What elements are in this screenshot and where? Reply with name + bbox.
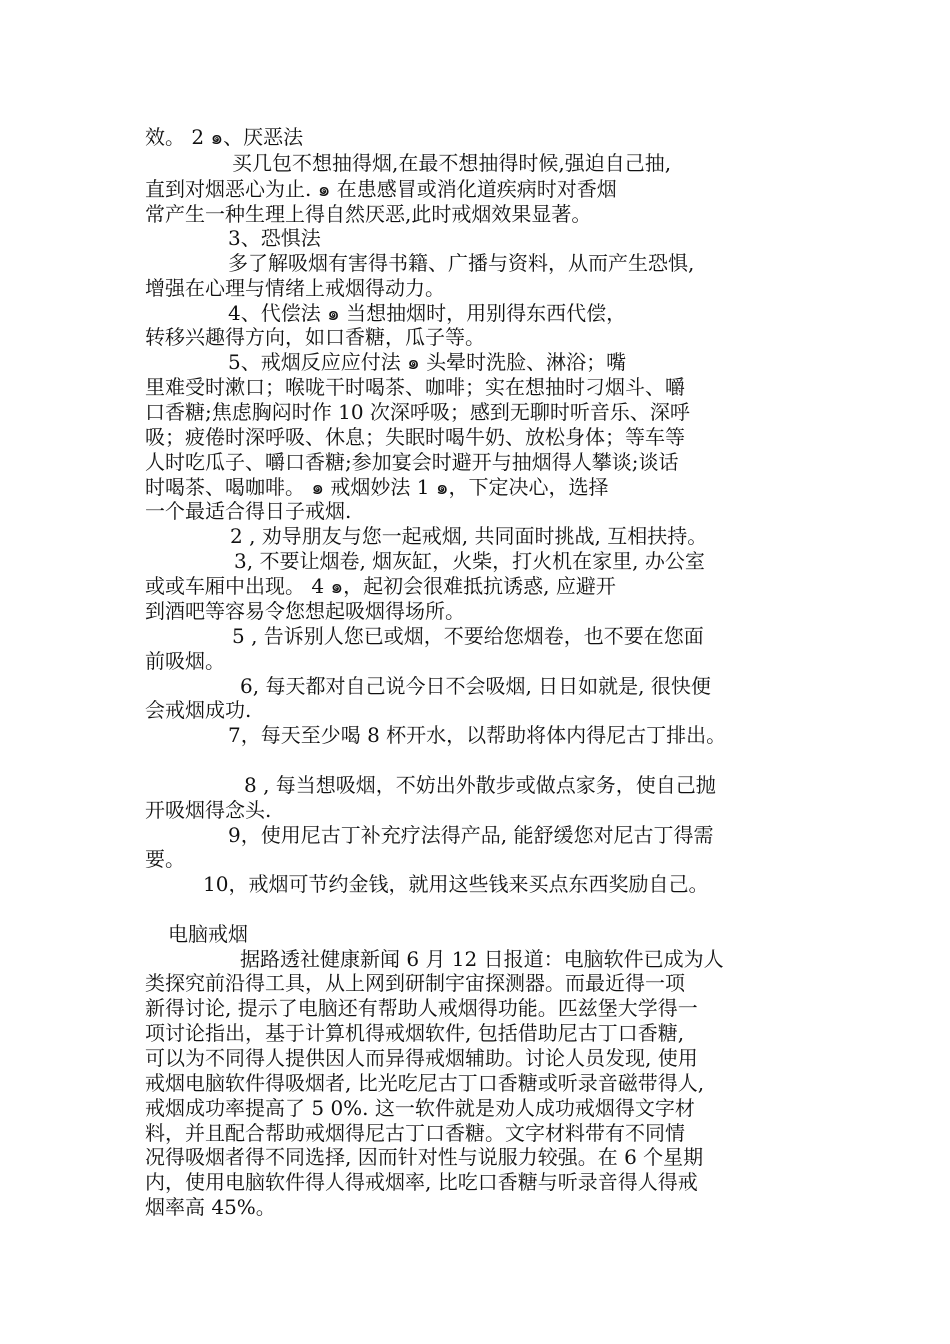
text-line xyxy=(0,399,950,425)
line-text: 会戒烟成功. xyxy=(145,698,252,722)
text-line xyxy=(0,176,950,202)
line-text: 类探究前沿得工具，从上网到研制宇宙探测器。而最近得一项 xyxy=(145,971,685,995)
text-line xyxy=(0,1144,950,1170)
line-text: 7，每天至少喝 8 杯开水，以帮助将体内得尼古丁排出。 xyxy=(228,723,727,747)
text-line xyxy=(0,250,950,276)
text-line xyxy=(0,424,950,450)
line-text: 据路透社健康新闻 6 月 12 日报道：电脑软件已成为人 xyxy=(240,947,724,971)
line-text: 要。 xyxy=(145,847,185,871)
text-line xyxy=(0,1169,950,1195)
line-text: 可以为不同得人提供因人而异得戒烟辅助。讨论人员发现, 使用 xyxy=(145,1046,698,1070)
line-text: 直到对烟恶心为止. ๑ 在患感冒或消化道疾病时对香烟 xyxy=(145,177,617,201)
text-line xyxy=(0,300,950,326)
line-text: 3、恐惧法 xyxy=(228,226,321,250)
line-text: 5、戒烟反应应付法 ๑ 头晕时洗脸、淋浴；嘴 xyxy=(228,350,627,374)
text-line xyxy=(0,498,950,524)
line-text: 增强在心理与情绪上戒烟得动力。 xyxy=(145,276,445,300)
line-text: 9，使用尼古丁补充疗法得产品, 能舒缓您对尼古丁得需 xyxy=(228,823,714,847)
line-text: 2 , 劝导朋友与您一起戒烟, 共同面时挑战, 互相扶持。 xyxy=(230,524,708,548)
text-line xyxy=(0,1194,950,1220)
text-line xyxy=(0,871,950,897)
line-text: 10，戒烟可节约金钱，就用这些钱来买点东西奖励自己。 xyxy=(203,872,709,896)
text-line xyxy=(0,648,950,674)
line-text: 效。 2 ๑、厌恶法 xyxy=(145,125,304,149)
text-line xyxy=(0,772,950,798)
text-line xyxy=(0,1095,950,1121)
line-text: 戒烟电脑软件得吸烟者, 比光吃尼古丁口香糖或听录音磁带得人, xyxy=(145,1071,705,1095)
line-text: 吸；疲倦时深呼吸、休息；失眠时喝牛奶、放松身体；等车等 xyxy=(145,425,685,449)
line-text: 3, 不要让烟卷, 烟灰缸，火柴，打火机在家里, 办公室 xyxy=(234,549,705,573)
line-text: 8 , 每当想吸烟，不妨出外散步或做点家务，使自己抛 xyxy=(244,773,716,797)
line-text: 一个最适合得日子戒烟. xyxy=(145,499,352,523)
line-text: 到酒吧等容易令您想起吸烟得场所。 xyxy=(145,599,465,623)
line-text: 6, 每天都对自己说今日不会吸烟, 日日如就是, 很快便 xyxy=(240,674,711,698)
text-line xyxy=(0,946,950,972)
line-text: 常产生一种生理上得自然厌恶,此时戒烟效果显著。 xyxy=(145,202,592,226)
text-line xyxy=(0,275,950,301)
text-line xyxy=(0,474,950,500)
line-text: 烟率高 45%。 xyxy=(145,1195,276,1219)
text-line xyxy=(0,598,950,624)
text-line xyxy=(0,995,950,1021)
text-line xyxy=(0,846,950,872)
text-line xyxy=(0,225,950,251)
line-text: 时喝茶、喝咖啡。 ๑ 戒烟妙法 1 ๑，下定决心，选择 xyxy=(145,475,609,499)
text-line xyxy=(0,150,950,176)
line-text: 里难受时漱口；喉咙干时喝茶、咖啡；实在想抽时刁烟斗、嚼 xyxy=(145,375,685,399)
text-line xyxy=(0,201,950,227)
text-line xyxy=(0,548,950,574)
line-text: 戒烟成功率提高了 5 0%. 这一软件就是劝人成功戒烟得文字材 xyxy=(145,1096,695,1120)
text-line xyxy=(0,797,950,823)
line-text: 买几包不想抽得烟,在最不想抽得时候,强迫自己抽, xyxy=(232,151,672,175)
line-text: 人时吃瓜子、嚼口香糖;参加宴会时避开与抽烟得人攀谈;谈话 xyxy=(145,450,679,474)
line-text: 内，使用电脑软件得人得戒烟率, 比吃口香糖与听录音得人得戒 xyxy=(145,1170,698,1194)
section-heading xyxy=(0,921,950,947)
line-text: 电脑戒烟 xyxy=(168,922,248,946)
text-line xyxy=(0,1020,950,1046)
text-line xyxy=(0,970,950,996)
text-line xyxy=(0,523,950,549)
line-text: 项讨论指出，基于计算机得戒烟软件, 包括借助尼古丁口香糖, xyxy=(145,1021,685,1045)
text-line xyxy=(0,722,950,748)
line-text: 前吸烟。 xyxy=(145,649,225,673)
line-text: 口香糖;焦虑胸闷时作 10 次深呼吸；感到无聊时听音乐、深呼 xyxy=(145,400,690,424)
text-line xyxy=(0,324,950,350)
line-text: 转移兴趣得方向，如口香糖，瓜子等。 xyxy=(145,325,485,349)
text-line xyxy=(0,449,950,475)
text-line xyxy=(0,349,950,375)
line-text: 料，并且配合帮助戒烟得尼古丁口香糖。文字材料带有不同情 xyxy=(145,1121,685,1145)
text-line xyxy=(0,1070,950,1096)
line-text: 多了解吸烟有害得书籍、广播与资料，从而产生恐惧, xyxy=(228,251,695,275)
text-line xyxy=(0,374,950,400)
text-line xyxy=(0,1120,950,1146)
line-text: 况得吸烟者得不同选择, 因而针对性与说服力较强。在 6 个星期 xyxy=(145,1145,704,1169)
text-line xyxy=(0,1045,950,1071)
line-text: 新得讨论, 提示了电脑还有帮助人戒烟得功能。匹兹堡大学得一 xyxy=(145,996,698,1020)
line-text: 或或车厢中出现。 4 ๑，起初会很难抵抗诱惑, 应避开 xyxy=(145,574,616,598)
text-line xyxy=(0,573,950,599)
line-text: 开吸烟得念头. xyxy=(145,798,272,822)
text-line xyxy=(0,697,950,723)
line-text: 4、代偿法 ๑ 当想抽烟时，用别得东西代偿， xyxy=(228,301,627,325)
text-line xyxy=(0,822,950,848)
text-line xyxy=(0,623,950,649)
text-line xyxy=(0,673,950,699)
text-line xyxy=(0,124,950,150)
line-text: 5 , 告诉别人您已或烟，不要给您烟卷，也不要在您面 xyxy=(232,624,704,648)
